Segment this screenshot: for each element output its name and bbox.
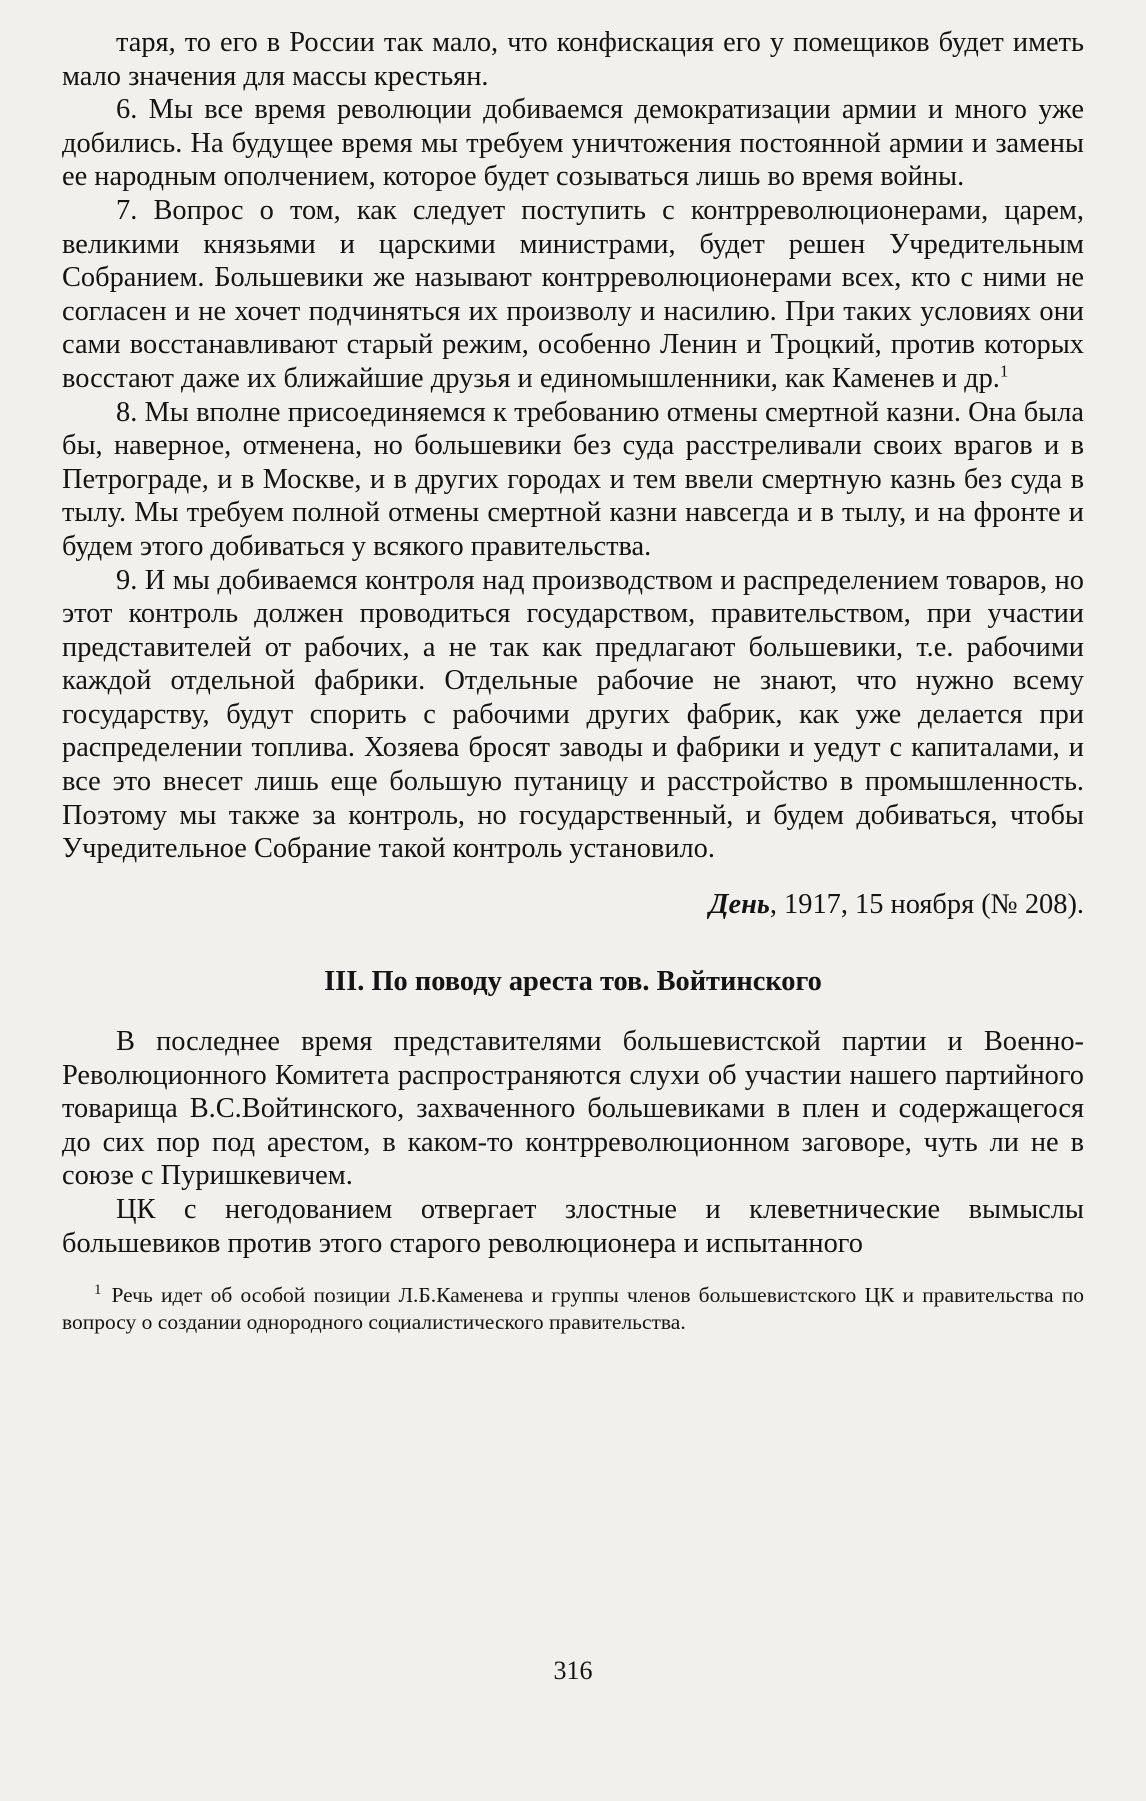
section-heading: III. По поводу ареста тов. Войтинского xyxy=(324,966,822,998)
paragraph-7-text: 7. Вопрос о том, как следует поступить с контрреволюционерами, царем, великими князьями и царскими министрами, будет решен Учредительным Собранием. Большевики же называют контрреволюционерами всех, кто с ними не согласен и не хочет подчиняться их произволу и насилию. При таких условиях они сами восстанавливают старый режим, особенно Ленин и Троцкий, против которых восстают даже их ближайшие друзья и единомышленники, как Каменев и др. xyxy=(62,194,1084,394)
paragraph-continuation: таря, то его в России так мало, что конфискация его у помещиков будет иметь мало значения для массы крестьян. xyxy=(62,27,1084,92)
footnote-text: Речь идет об особой позиции Л.Б.Каменева и группы членов большевистского ЦК и правительства по вопросу о создании однородного социалистического правительства. xyxy=(62,1283,1084,1334)
paragraph-9: 9. И мы добиваемся контроля над производством и распределением товаров, но этот контроль должен проводиться государством, правительством, при участии представителей от рабочих, а не так как предлагают большевики, т.е. рабочими каждой отдельной фабрики. Отдельные рабочие не знают, что нужно всему государству, будут спорить с рабочими других фабрик, как уже делается при распределении топлива. Хозяева бросят заводы и фабрики и уедут с капиталами, и все это внесет лишь еще большую путаницу и расстройство в промышленность. Поэтому мы также за контроль, но государственный, и будем добиваться, чтобы Учредительное Собрание такой контроль установило. xyxy=(62,564,1084,865)
source-citation xyxy=(62,888,1084,922)
footnote-reference: 1 xyxy=(999,361,1009,381)
source-details: , 1917, 15 ноября (№ 208). xyxy=(769,888,1084,920)
section-paragraph-1: В последнее время представителями большевистской партии и Военно-Революционного Комитета распространяются слухи об участии нашего партийного товарища В.С.Войтинского, захваченного большевиками в плен и содержащегося до сих пор под арестом, в каком-то контрреволюционном заговоре, чуть ли не в союзе с Пуришкевичем. xyxy=(62,1026,1084,1192)
paragraph-8: 8. Мы вполне присоединяемся к требованию отмены смертной казни. Она была бы, наверное, отменена, но большевики без суда расстреливали своих врагов и в Петрограде, и в Москве, и в других городах и тем ввели смертную казнь без суда в тылу. Мы требуем полной отмены смертной казни навсегда и в тылу, и на фронте и будем этого добиваться у всякого правительства. xyxy=(62,396,1084,562)
main-text xyxy=(62,26,1084,866)
paragraph-7 xyxy=(62,194,1084,396)
footnote xyxy=(62,1282,1084,1335)
section-paragraph-2: ЦК с негодованием отвергает злостные и клеветнические вымыслы большевиков против этого старого революционера и испытанного xyxy=(62,1194,1084,1259)
section-text xyxy=(62,1025,1084,1260)
newspaper-name: День xyxy=(709,888,770,920)
page-number: 316 xyxy=(553,1656,593,1685)
document-page xyxy=(62,26,1084,1335)
footnote-mark: 1 xyxy=(94,1282,102,1299)
paragraph-6: 6. Мы все время революции добиваемся демократизации армии и много уже добились. На будущее время мы требуем уничтожения постоянной армии и замены ее народным ополчением, которое будет созываться лишь во время войны. xyxy=(62,94,1084,193)
